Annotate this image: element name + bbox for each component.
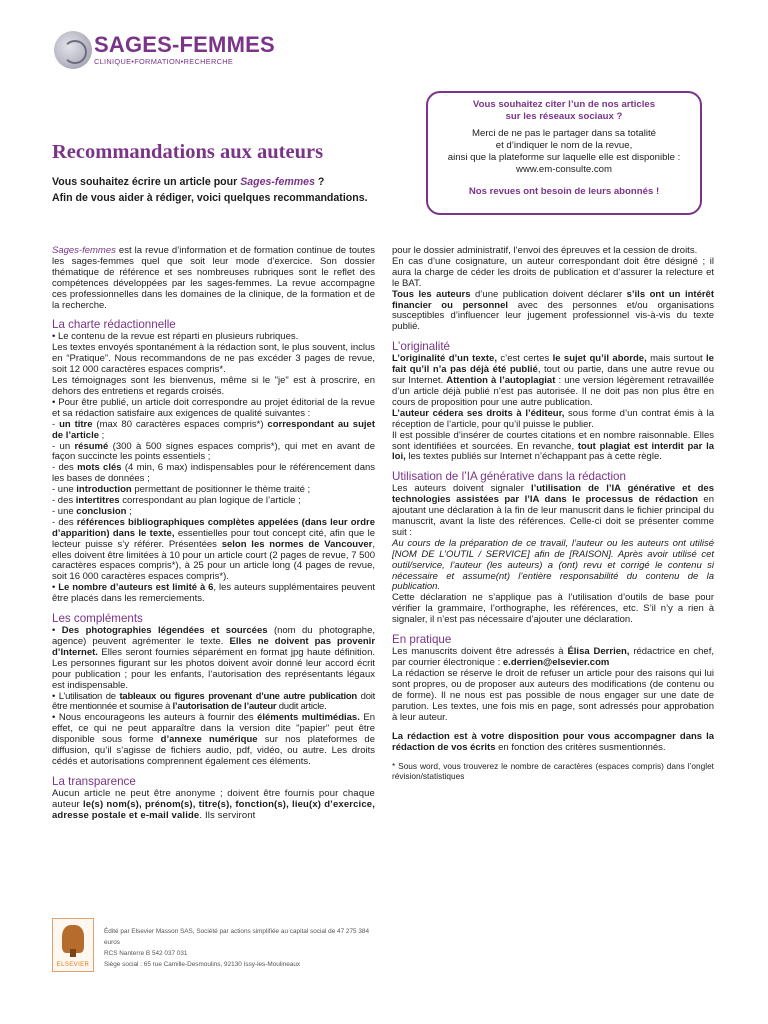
ia-declaration-template: Au cours de la préparation de ce travail, l’auteur ou les auteurs ont utilisé [NOM DE L’OUTIL / SERVICE] afin de [RAISON]. Après avoir utilisé cet outil/service, l’auteur (les auteurs) a (ont) revu et corrigé le contenu si nécessaire et assume(nt) l’entière responsabilité du contenu de la publication.	[392, 537, 714, 593]
callout-body: Merci de ne pas le partager dans sa totalité et d’indiquer le nom de la revue, ainsi que la plateforme sur laquelle elle est disponible : www.em-consulte.com	[428, 128, 700, 177]
section-heading-ia: Utilisation de l’IA générative dans la rédaction	[392, 470, 626, 484]
left-column: Sages-femmes est la revue d’information et de formation continue de toutes les sages-femmes quel que soit leur mode d’exercice. Son dossier thématique de référence et ses nombreuses rubriques sont le reflet des compétences développées par les sages-femmes. La revue accompagne ces professionnelles dans les domaines de la clinique, de la formation et de la recherche. La charte rédactionnelle • Le contenu de la revue est réparti en plusieurs rubriques. Les textes envoyés spontanément à la rédaction sont, le plus souvent, inclus en “Pratique”. Nous recommandons de ne pas excéder 3 pages de revue, soit 12 000 caractères espaces compris*. Les témoignages sont les bienvenus, même si le "je" est à proscrire, en dehors des entretiens et regards croisés. • Pour être publié, un article doit correspondre au projet éditorial de la revue et sa rédaction satisfaire aux exigences de qualité suivantes : - un titre (max 80 caractères espaces compris*) correspondant au sujet de l’article ; - un résumé (300 à 500 signes espaces compris*), qui met en avant de façon succincte les points essentiels ; - des mots clés (4 min, 6 max) indispensables pour le référencement dans les bases de données ; - une introduction permettant de positionner le thème traité ; - des intertitres correspondant au plan logique de l’article ; - une conclusion ; - des références bibliographiques complètes appelées (dans leur ordre d’apparition) dans le texte, essentielles pour tout concept cité, afin que le lecteur puisse s’y référer. Présentées selon les normes de Vancouver, elles doivent être limitées à 10 pour un article court (2 pages de revue, 7 500 caractères espaces compris*), à 25 pour un article long (4 pages de revue, soit 16 000 caractères espaces compris*). • Le nombre d’auteurs est limité à 6, les auteurs supplémentaires peuvent être placés dans les remerciements. Les compléments • Des photographies légendées et sourcées (nom du photographe, agence) peuvent agrémenter le texte. Elles ne doivent pas provenir d’Internet. Elles seront fournies séparément en format jpg haute définition. Les personnes figurant sur les photos doivent avoir donné leur accord écrit pour publication ; pour les enfants, l’autorisation des représentants légaux est indispensable. • L’utilisation de tableaux ou figures provenant d’une autre publication doit être mentionnée et soumise à l’autorisation de l’auteur dudit article. • Nous encourageons les auteurs à fournir des éléments multimédias. En effet, ce qui ne peut apparaître dans la version dite "papier" peut être disponible sous forme d’annexe numérique sur nos plateformes de diffusion, qu’il s’agisse de fichiers audio, pdf, vidéo, ou autre. Les droits cédés et autorisations comprennent également ces éléments. La transparence Aucun article ne peut être anonyme ; doivent être fournis pour chaque auteur le(s) nom(s), prénom(s), titre(s), fonction(s), lieu(x) d’exercice, adresse postale et e-mail valide. Ils serviront	[52, 245, 376, 821]
right-column: pour le dossier administratif, l’envoi des épreuves et la cession de droits. En cas d’une cosignature, un auteur correspondant doit être désigné ; il aura la charge de céder les droits de publication et d’assurer la relecture et le BAT. Tous les auteurs d’une publication doivent déclarer s’ils ont un intérêt financier ou personnel avec des personnes et/ou organisations susceptibles d’influencer leur jugement professionnel vis-à-vis du texte publié. L’originalité L’originalité d’un texte, c’est certes le sujet qu’il aborde, mais surtout le fait qu’il n’a pas déjà été publié, tout ou partie, dans une autre revue ou sur Internet. Attention à l’autoplagiat : une version légèrement retravaillée d’un article déjà publié n’est pas autorisée. Il ne doit pas non plus être en cours de proposition pour une autre publication. L’auteur cédera ses droits à l’éditeur, sous forme d’un contrat émis à la réception de l’article, pour qu’il puisse le publier. Il est possible d’insérer de courtes citations et en nombre raisonnable. Elles sont identifiées et sourcées. En revanche, tout plagiat est interdit par la loi, les textes publiés sur Internet n’échappant pas à cette règle. Utilisation de l’IA générative dans la rédaction Les auteurs doivent signaler l’utilisation de l’IA générative et des technologies assistées par l’IA dans le processus de rédaction en ajoutant une déclaration à la fin de leur manuscrit dans le fichier principal du manuscrit, avant la liste des références. Celle-ci doit se présenter comme suit : Au cours de la préparation de ce travail, l’auteur ou les auteurs ont utilisé [NOM DE L’OUTIL / SERVICE] afin de [RAISON]. Après avoir utilisé cet outil/service, l’auteur (les auteurs) a (ont) revu et corrigé le contenu si nécessaire et assume(nt) l’entière responsabilité du contenu de la publication. Cette déclaration ne s’applique pas à l’utilisation d’outils de base pour vérifier la grammaire, l’orthographe, les références, etc. S’il n’y a rien à signaler, il n’est pas nécessaire d’ajouter une déclaration. En pratique Les manuscrits doivent être adressés à Élisa Derrien, rédactrice en chef, par courrier électronique : e.derrien@elsevier.com La rédaction se réserve le droit de refuser un article pour des raisons qui lui sont propres, ou de proposer aux auteurs des modifications (de contenu ou de forme). Il ne nous est pas possible de nous engager sur une date de parution. Les textes, une fois mis en page, sont adressés pour approbation à leur auteur. La rédaction est à votre disposition pour vous accompagner dans la rédaction de vos écrits en fonction des critères susmentionnés. * Sous word, vous trouverez le nombre de caractères (espaces compris) dans l’onglet révision/statistiques	[392, 245, 715, 782]
section-heading-pratique: En pratique	[392, 633, 452, 647]
journal-name: SAGES-FEMMES	[94, 32, 275, 57]
section-heading-charte: La charte rédactionnelle	[52, 318, 176, 332]
elsevier-logo: ELSEVIER	[52, 918, 94, 972]
intro-text: Vous souhaitez écrire un article pour Sages-femmes ? Afin de vous aider à rédiger, voici quelques recommandations.	[52, 176, 368, 204]
section-heading-originalite: L’originalité	[392, 340, 451, 354]
journal-tagline: CLINIQUE•FORMATION•RECHERCHE	[94, 57, 234, 66]
footnote: * Sous word, vous trouverez le nombre de caractères (espaces compris) dans l’onglet révision/statistiques	[392, 761, 714, 782]
journal-description: Sages-femmes est la revue d’information et de formation continue de toutes les sages-femmes quel que soit leur mode d’exercice. Son dossier thématique de référence et ses nombreuses rubriques sont le reflet des compétences développées par les sages-femmes. La revue accompagne ces professionnelles dans les domaines de la clinique, de la formation et de la recherche.	[52, 245, 375, 311]
editor-email-link[interactable]: e.derrien@elsevier.com	[502, 657, 610, 668]
callout-website: www.em-consulte.com	[516, 164, 612, 176]
callout-title: Vous souhaitez citer l’un de nos articles sur les réseaux sociaux ?	[472, 99, 656, 123]
journal-logo	[50, 25, 278, 77]
publisher-info: Édité par Elsevier Masson SAS, Société par actions simplifiée au capital social de 47 275 384 euros RCS Nanterre B 542 037 031 Siège social : 65 rue Camille-Desmoulins, 92130 Issy-les-Moulineaux	[104, 928, 370, 968]
publisher-footer	[52, 918, 382, 970]
section-heading-complements: Les compléments	[52, 612, 143, 626]
section-heading-transparence: La transparence	[52, 774, 136, 788]
social-media-callout	[426, 91, 702, 215]
page-title: Recommandations aux auteurs	[52, 141, 324, 163]
callout-footer: Nos revues ont besoin de leurs abonnés !	[468, 185, 660, 197]
journal-emblem-icon	[54, 31, 92, 69]
